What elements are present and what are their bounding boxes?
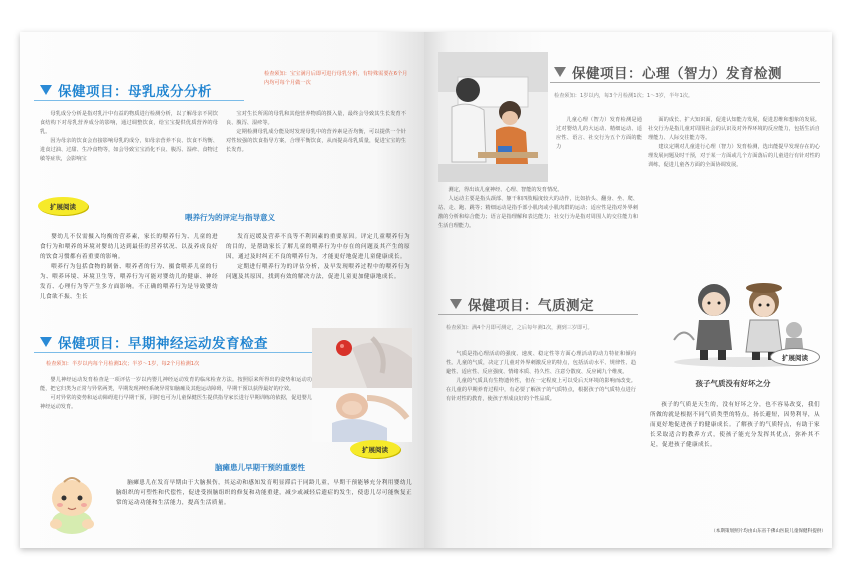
triangle-marker-icon [40, 85, 52, 95]
triangle-marker-icon [450, 299, 462, 309]
triangle-marker-icon [554, 67, 566, 77]
cartoon-baby-illustration [42, 472, 102, 536]
cerebral-palsy-text: 脑瘫患儿在发育早期由于大脑损伤，其运动和感知发育明显滞后于同龄儿童，早期干预能够充分利用婴幼儿脑组织的可塑性和代偿性，促进受损脑组织的修复和功能重建，减少或减轻后遗症的发生，使患儿尽可能恢复正常的运动功能和生活能力，提高生活质量。 [116, 480, 412, 506]
right-page [424, 32, 832, 548]
title-underline [438, 314, 638, 315]
temperament-text: 气质是指心理活动的强度、速度、稳定性等方面心理活动的动力特征和倾向性。儿童的气质，决定了儿童对外界刺激反应的特点，包括活动水平、规律性、趋避性、适应性、反应强度、情绪本质、持久性、注意分散度、反应阈九个维度。 儿童的气质具有生物遗传性，但在一定程度上可以受后天环境的影响而改变。在儿童的早期养育过程中，有必要了解孩子的气质特点，根据孩子的气质特点进行有针对性的教育，使孩子形成良好的个性品质。 [446, 351, 636, 402]
notice-breast-milk: 检查须知：宝宝满月后即可进行母乳分析，有特殊需要在6个月内均可每个月做一次 [264, 71, 408, 86]
breast-milk-col2: 宝对生长所需的母乳和其他营养物质的摄入量，最终会导致其生长发育不良、腹泻、湿疹等。 定期检测母乳成分能及时发现母乳中的营养素是否均衡，可以提供一个针对性较强的饮食指导方案，合理平衡饮食，从而提高母乳质量，促进宝宝的生长发育。 [226, 111, 406, 153]
temperament-subtitle: 孩子气质没有好坏之分 [695, 379, 771, 388]
extended-reading-badge-3: 扩展阅读 [770, 348, 820, 366]
extended-reading-badge-2: 扩展阅读 [350, 440, 400, 458]
psychological-col1a: 儿童心理（智力）发育检测是通过对婴幼儿的大运动、精细运动、适应性、语言、社交行为五个方面的能力 [556, 117, 642, 150]
neuro-motor-text: 婴儿神经运动发育检查是一项评估一岁以内婴儿神经运动发育的临床检查方法。按照原来所得出的姿势和运动功能，把它归类为正常与异常两类，早期发现神经系统异常如脑瘫及其他运动障碍，早期干预以获得最好的疗效。 可对异常的姿势和运动障碍进行早期干预，同时也可为儿童保健医生提供指导家长进行早期训练的依据，促进婴儿神经运动发育。 [40, 377, 312, 410]
psychological-col2: 面的成长、扩大知识面，促进认知能力发展，促进思维和想象的发展。社交行为是指儿童对周围社会的认识及对外界环境的反应能力，包括生活自理能力、人际交往能力等。 建议定期对儿童进行心理（智力）发育检测，选出能提早发现存在的心理发展问题及时干预，对于某一方面或几个方面落后的儿童进行有针对性的训练，促进儿童各方面的全面协调发展。 [648, 117, 820, 168]
section-title-neuro-motor: 保健项目：早期神经运动发育检查 [40, 332, 268, 352]
feeding-behavior-col1: 婴幼儿不仅需摄入均衡的营养素，家长的喂养行为、儿童的进食行为和喂养的环境对婴幼儿达到最佳的营养状况、以及养成良好的饮食习惯都有着重要的影响。 喂养行为包括食物的制备、喂养者的行为、摄食喂养儿童的行为、喂养环境、环境卫生等，喂养行为可能对婴幼儿的健康、神经发育、心理行为等产生多方面影响。不正确的喂养行为是导致婴幼儿食欲不振、生长 [40, 234, 218, 300]
extended-reading-badge: 扩展阅读 [38, 197, 88, 215]
section-title-temperament: 保健项目：气质测定 [450, 294, 594, 314]
baby-exam-illustration [312, 328, 412, 442]
feeding-behavior-col2: 发育迟缓及营养不良等不利因素的重要原因。评定儿童喂养行为的目的，是帮助家长了解儿童的喂养行为中存在的问题及其产生的原因，通过及时纠正不良的喂养行为，才能更好地促进儿童健康成长。 定期进行喂养行为的评估分析，及早发现喂养过程中的喂养行为问题及其原因，找到有效的解决方法，促进儿童更加健康地成长。 [226, 234, 410, 280]
baby-exam-photo [312, 328, 412, 442]
title-underline [34, 352, 312, 353]
section-title-breast-milk: 保健项目：母乳成分分析 [40, 80, 212, 100]
temperament-extend-text: 孩子的气质是天生的，没有好坏之分，也不容易改变，我们所做的就是根据不同气质类型的特点，扬长避短，因势利导，从而更好地促进孩子的健康成长。了解孩子的气质特点，有助于家长采取适合的教养方式，使孩子能充分发挥其优点，弥补其不足，促进孩子健康成长。 [650, 402, 820, 448]
notice-temperament: 检查须知：满4个月即可测定，之后每年测1次，测到三岁即可。 [446, 325, 593, 331]
section-title-psychological: 保健项目：心理（智力）发育检测 [554, 62, 782, 82]
psychological-col1b: 测定，得出该儿童神经、心理、智能的发育情况。 人运动主要是指头颈部、躯干和四肢幅度较大的动作，比如抬头、翻身、坐、爬、站、走、跑、跳等；精细运动是指手部小肌肉或小肌肉群的运动；适应性是指对外界刺激的分析和综合能力；语言是指理解和表达能力；社交行为是指对周围人的交往能力和生活自理能力。 [438, 187, 638, 229]
left-page [20, 32, 424, 548]
notice-neuro-motor: 检查须知：半岁以内每个月检测1次；半岁～1岁，每2个月检测1次 [46, 361, 200, 367]
child-test-photo [438, 52, 548, 182]
cartoon-baby-image [42, 472, 102, 536]
notice-psychological: 检查须知：1岁以内，每3个月检测1次；1～3岁，半年1次。 [554, 93, 694, 99]
triangle-marker-icon [40, 337, 52, 347]
child-psychological-test-illustration [438, 52, 548, 182]
cerebral-palsy-subtitle: 脑瘫患儿早期干预的重要性 [215, 463, 305, 472]
title-underline [34, 100, 244, 101]
title-underline [550, 82, 820, 83]
feeding-behavior-subtitle: 喂养行为的评定与指导意义 [185, 213, 275, 222]
magazine-spread [20, 32, 832, 548]
photo-credit: （本期策划照片均由山东省千佛山医院儿童保健科提供） [711, 529, 826, 534]
breast-milk-col1: 母乳成分分析是指对乳汁中有益的物质进行检测分析，以了解母亲不同饮食结构下对母乳营养成分的影响，通过调整饮食，给宝宝提供优质营养的母乳。 因为母亲的饮食会直接影响母乳的成分，如母亲营养不良、饮食不均衡、进食过油、过甜、生冷食物等，如会导致宝宝消化不良、腹泻、湿疹、食物过敏等症状，会影响宝 [40, 111, 218, 162]
